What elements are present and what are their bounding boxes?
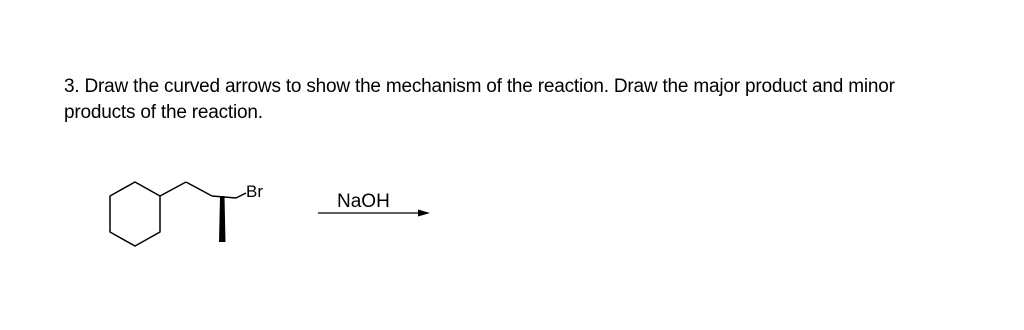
br-label: Br <box>246 182 263 201</box>
question-text: 3. Draw the curved arrows to show the mechanism of the reaction. Draw the major product and minor products of the reaction. <box>64 76 895 123</box>
wedge-bond-methyl <box>219 196 226 242</box>
bond-c-br <box>236 193 246 198</box>
bond-ring-ch2 <box>160 182 186 196</box>
cyclohexane-ring <box>110 182 160 246</box>
bond-ch2-ch <box>186 182 212 196</box>
reagent-label: NaOH <box>337 191 390 212</box>
reaction-arrow-head <box>418 210 430 217</box>
